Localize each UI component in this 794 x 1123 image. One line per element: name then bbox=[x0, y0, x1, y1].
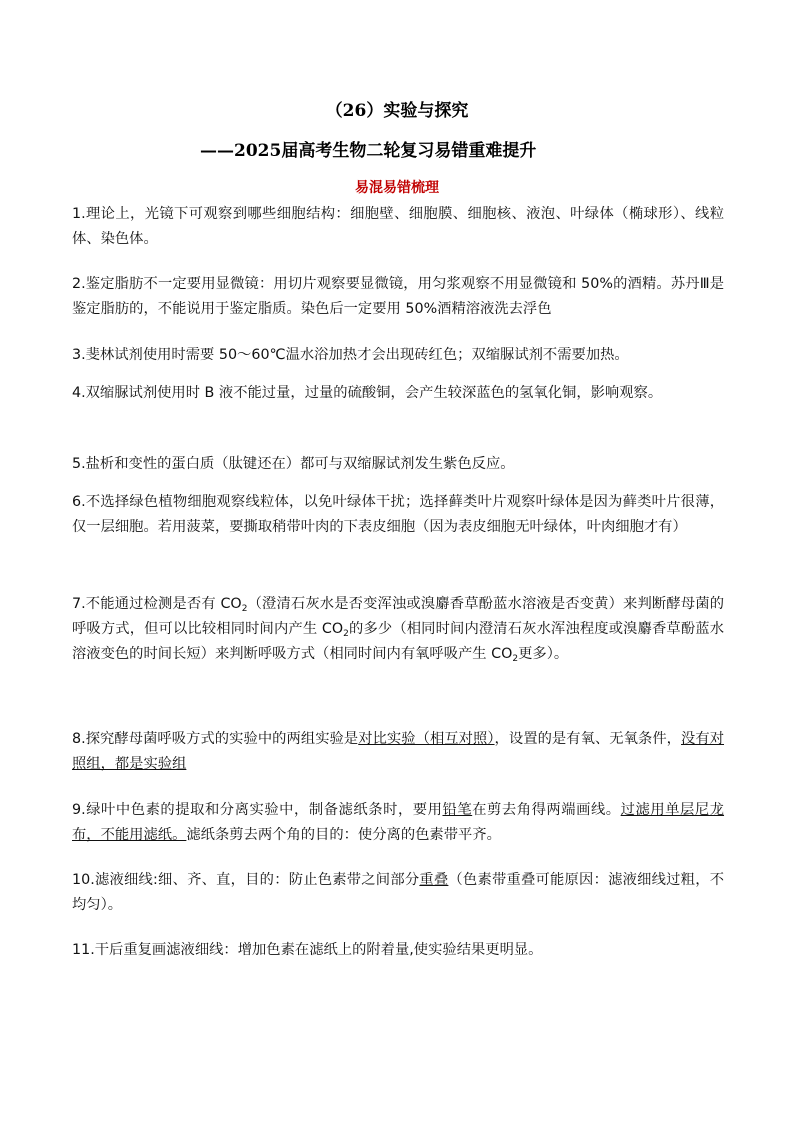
underlined-text: 重叠 bbox=[419, 872, 449, 888]
document-subtitle: ——2025届高考生物二轮复习易错重难提升 bbox=[200, 141, 537, 161]
item-text: 2.鉴定脂肪不一定要用显微镜：用切片观察要显微镜，用匀浆观察不用显微镜和 50%的酒精。苏丹Ⅲ是鉴定脂肪的，不能说用于鉴定脂质。染色后一定要用 50%酒精溶液洗去浮色 bbox=[72, 276, 724, 317]
item-text: ，设置的是有氧、无氧条件， bbox=[494, 731, 682, 747]
list-item bbox=[72, 452, 724, 477]
list-item bbox=[72, 798, 724, 848]
item-text: （澄清石灰水是否变浑浊或溴麝香草酚蓝水溶液是否变黄）来判断酵母菌的呼吸方式，但可以比较相同时间内产生 CO bbox=[72, 596, 724, 637]
list-item bbox=[72, 202, 724, 252]
underlined-text: 铅笔 bbox=[442, 802, 473, 818]
section-heading: 易混易错梳理 bbox=[355, 180, 439, 196]
item-text: 滤纸条剪去两个角的目的：使分离的色素带平齐。 bbox=[186, 827, 501, 843]
list-item bbox=[72, 727, 724, 777]
item-text: 7.不能通过检测是否有 CO bbox=[72, 596, 242, 612]
underlined-text: 对比实验（相互对照） bbox=[358, 731, 495, 747]
item-text: 6.不选择绿色植物细胞观察线粒体，以免叶绿体干扰；选择藓类叶片观察叶绿体是因为藓类叶片很薄，仅一层细胞。若用菠菜，要撕取稍带叶肉的下表皮细胞（因为表皮细胞无叶绿体，叶肉细胞才有） bbox=[72, 494, 724, 535]
subscript-2: 2 bbox=[512, 654, 519, 664]
list-item bbox=[72, 868, 724, 918]
list-item bbox=[72, 272, 724, 322]
item-text: 11.干后重复画滤液细线：增加色素在滤纸上的附着量,使实验结果更明显。 bbox=[72, 942, 543, 958]
subscript-2: 2 bbox=[241, 604, 248, 614]
underlined-text: 过滤用单层尼龙布，不能用滤纸。 bbox=[72, 802, 725, 843]
document-title: （26）实验与探究 bbox=[325, 101, 469, 121]
list-item bbox=[72, 490, 724, 540]
item-text: 5.盐析和变性的蛋白质（肽键还在）都可与双缩脲试剂发生紫色反应。 bbox=[72, 456, 515, 472]
item-text: 1.理论上，光镜下可观察到哪些细胞结构：细胞壁、细胞膜、细胞核、液泡、叶绿体（椭球形）、线粒体、染色体。 bbox=[72, 206, 724, 247]
item-text: 10.滤液细线:细、齐、直，目的：防止色素带之间部分 bbox=[72, 872, 420, 888]
item-text: 4.双缩脲试剂使用时 B 液不能过量，过量的硫酸铜，会产生较深蓝色的氢氧化铜，影响观察。 bbox=[72, 385, 663, 401]
item-text: （色素带重叠可能原因：滤液细线过粗，不均匀）。 bbox=[72, 872, 725, 913]
item-text: 的多少（相同时间内澄清石灰水浑浊程度或溴麝香草酚蓝水溶液变色的时间长短）来判断呼吸方式（相同时间内有氧呼吸产生 CO bbox=[72, 621, 725, 662]
item-text: 8.探究酵母菌呼吸方式的实验中的两组实验是 bbox=[72, 731, 359, 747]
list-item bbox=[72, 592, 724, 667]
subscript-2: 2 bbox=[343, 629, 349, 639]
item-text: 更多）。 bbox=[518, 646, 569, 662]
list-item bbox=[72, 381, 724, 406]
item-text: 9.绿叶中色素的提取和分离实验中，制备滤纸条时，要用 bbox=[72, 802, 443, 818]
item-text: 3.斐林试剂使用时需要 50～60℃温水浴加热才会出现砖红色；双缩脲试剂不需要加热。 bbox=[72, 347, 629, 363]
item-text: 在剪去角得两端画线。 bbox=[472, 802, 621, 818]
list-item bbox=[72, 938, 724, 963]
underlined-text: 没有对照组，都是实验组 bbox=[72, 731, 725, 772]
list-item bbox=[72, 343, 724, 368]
